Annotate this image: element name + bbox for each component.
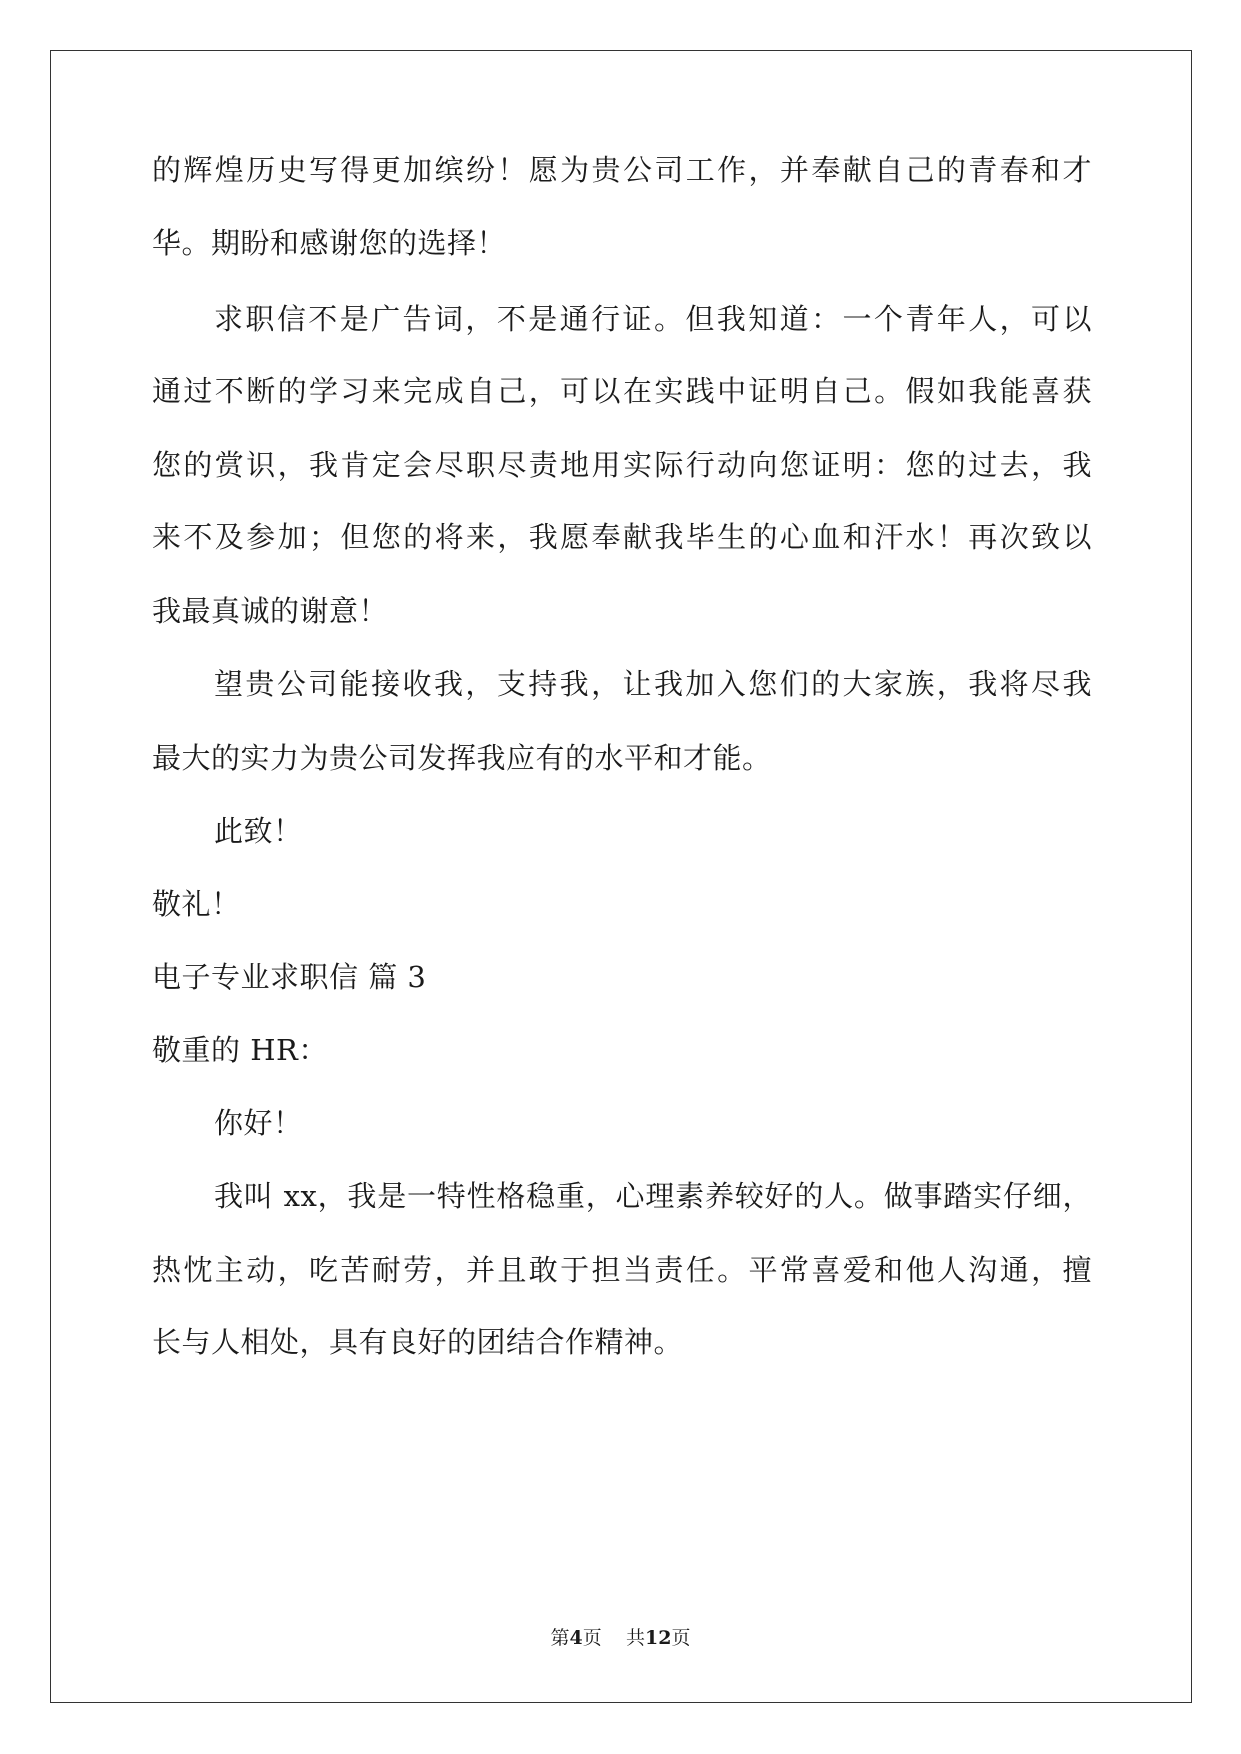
closing-regards: 敬礼！ (152, 887, 241, 921)
body-line: 华。期盼和感谢您的选择！ (152, 226, 507, 260)
body-line: 我最真诚的谢意！ (152, 594, 389, 628)
section-heading: 电子专业求职信 篇 3 (152, 960, 427, 994)
body-line: 通过不断的学习来完成自己，可以在实践中证明自己。假如我能喜获 (152, 374, 1092, 408)
paragraph-first-line: 求职信不是广告词，不是通行证。但我知道：一个青年人，可以 (214, 302, 1092, 336)
body-line: 热忱主动，吃苦耐劳，并且敢于担当责任。平常喜爱和他人沟通，擅 (152, 1253, 1092, 1287)
greeting: 敬重的 HR： (152, 1033, 328, 1067)
body-line: 的辉煌历史写得更加缤纷！愿为贵公司工作，并奉献自己的青春和才 (152, 153, 1092, 187)
body-line: 长与人相处，具有良好的团结合作精神。 (152, 1325, 684, 1359)
greeting-hello: 你好！ (214, 1106, 303, 1140)
footer-total-prefix: 共 (625, 1627, 645, 1649)
closing-salutation: 此致！ (214, 814, 303, 848)
body-line: 来不及参加；但您的将来，我愿奉献我毕生的心血和汗水！再次致以 (152, 520, 1092, 554)
footer-page-prefix: 第 (550, 1627, 570, 1649)
page-border (50, 50, 1192, 1703)
footer-total-suffix: 页 (671, 1627, 691, 1649)
paragraph-first-line: 我叫 xx，我是一特性格稳重，心理素养较好的人。做事踏实仔细， (214, 1179, 1092, 1213)
body-line: 最大的实力为贵公司发挥我应有的水平和才能。 (152, 741, 772, 775)
body-line: 您的赏识，我肯定会尽职尽责地用实际行动向您证明：您的过去，我 (152, 448, 1092, 482)
footer-total-pages: 12 (644, 1627, 672, 1649)
page-footer (0, 1626, 1241, 1650)
footer-page-number: 4 (569, 1627, 583, 1649)
paragraph-first-line: 望贵公司能接收我，支持我，让我加入您们的大家族，我将尽我 (214, 667, 1092, 701)
footer-page-suffix: 页 (582, 1627, 602, 1649)
